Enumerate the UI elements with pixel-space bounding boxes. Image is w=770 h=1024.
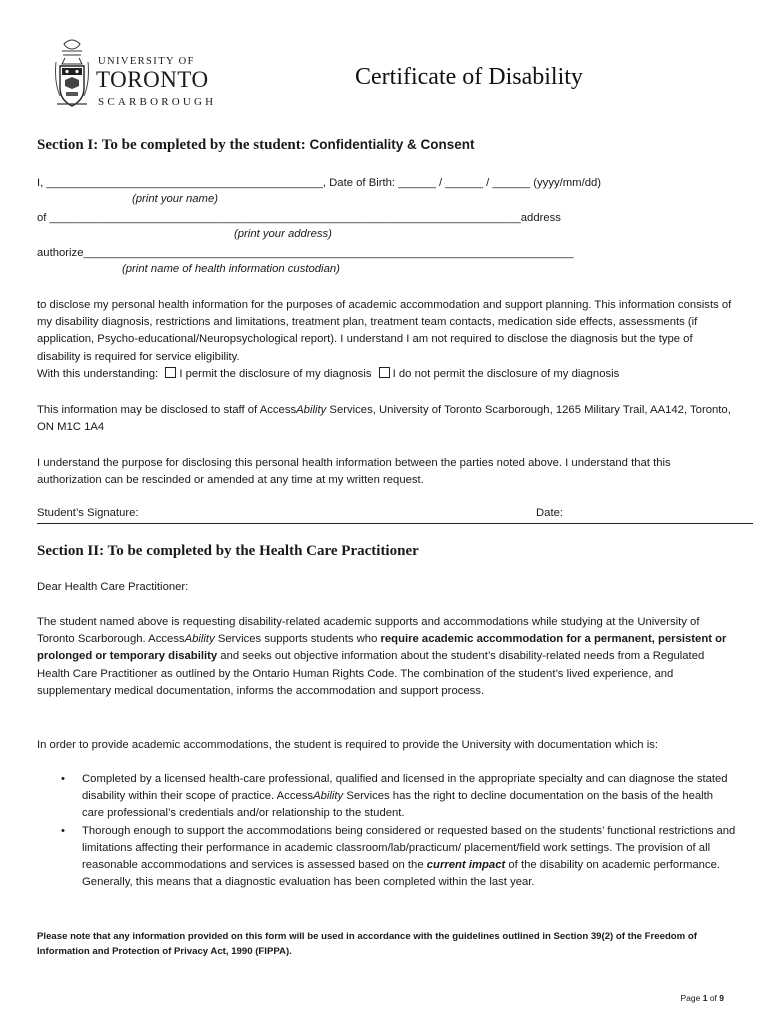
understanding-label: With this understanding: [37,367,159,380]
staff-text-b: Services, University of Toronto Scarborough, 1265 Military Trail, AA142, Toronto, ON M1C 1A4 [37,404,731,434]
bullet-1-ability: Ability [313,790,344,803]
requirements-paragraph [37,614,732,700]
documentation-intro [37,737,732,754]
logo-line-university: UNIVERSITY OF [98,56,195,67]
authorize-line[interactable]: authorize______________________________________________________________________________ [37,247,574,259]
documentation-intro-text: In order to provide academic accommodations, the student is required to provide the University with documentation which is: [37,739,659,751]
name-dob-line[interactable]: I, ____________________________________________, Date of Birth: ______ / ______ / ______ (yyyy/mm/dd) [37,177,602,189]
university-logo [50,38,230,112]
purpose-text: I understand the purpose for disclosing this personal health information between the parties noted above. I understand that this authorization can be rescinded or amended at any time at my written request. [37,457,671,487]
staff-text-a: This information may be disclosed to staff of Access [37,404,297,416]
salutation [37,579,732,596]
page-of: of [707,993,720,1003]
list-item [37,771,737,823]
not-permit-checkbox[interactable] [379,367,390,378]
bullet-1-text-a: Completed by a licensed health-care professional, qualified and licensed in the appropriate specialty and can diagnose the stated disability within their scope of practice. Access [82,773,728,803]
crest-icon [54,38,90,112]
consent-options [37,366,732,383]
document-title: Certificate of Disability [355,64,583,90]
section-1-heading-sub: Confidentiality & Consent [309,137,475,152]
not-permit-label: I do not permit the disclosure of my diagnosis [392,367,620,380]
list-item [37,823,737,892]
page-word: Page [680,993,703,1003]
bullet-icon: • [61,824,65,837]
section-1-heading-main: Section I: To be completed by the student: [37,137,310,153]
req-text-c: and seeks out objective information about the student’s disability-related needs from a Regulated Health Care Practitioner as outlined by the Ontario Human Rights Code. The combination of the student’s lived experience, and supplementary medical documentation, informs the accommodation and support process. [37,650,705,697]
req-text-ability: Ability [184,633,215,646]
req-text-b: Services supports students who [214,633,381,646]
bullet-1-text-b: Services has the right to decline documentation on the basis of the health care professional’s credentials and/or relationship to the student. [82,790,714,820]
hint-print-name: (print your name) [132,193,219,205]
page-current: 1 [702,993,708,1003]
req-text-bold: require academic accommodation for a permanent, persistent or prolonged or temporary disability [37,633,727,663]
bullet-icon: • [61,773,65,785]
bullet-2-text-b: of the disability on academic performance. Generally, this means that a diagnostic evaluation has been completed within the last year. [82,859,721,889]
salutation-text: Dear Health Care Practitioner: [37,581,189,593]
hint-print-address: (print your address) [234,228,332,240]
staff-text-ability: Ability [296,404,327,416]
disclosure-text: to disclose my personal health information for the purposes of academic accommodation and support planning. This information consists of my disability diagnosis, restrictions and limitations, treatment plan, treatment team contacts, medication side effects, assessments (if application, Psycho-educational/Neuropsychological report). I understand I am not required to disclose the diagnosis but the type of disability is required for service eligibility. [37,299,732,363]
hint-custodian-name: (print name of health information custodian) [122,263,340,275]
bullet-2-current-impact: current impact [426,859,506,872]
logo-line-scarborough: SCARBOROUGH [98,96,217,108]
purpose-paragraph [37,455,732,489]
signature-label: Student’s Signature: [37,507,139,519]
permit-checkbox[interactable] [165,367,176,378]
disclosure-paragraph [37,297,732,383]
page-total: 9 [719,993,724,1003]
page-number [681,993,725,1003]
section-2-heading: Section II: To be completed by the Health Care Practitioner [37,543,419,559]
staff-disclosure-paragraph [37,402,732,436]
signature-row[interactable] [37,507,753,524]
section-1-heading [37,137,475,154]
documentation-criteria-list [37,771,737,891]
req-text-a: The student named above is requesting disability-related academic supports and accommodations while studying at the University of Toronto Scarborough. Access [37,616,700,646]
date-label: Date: [536,507,564,519]
logo-line-toronto: TORONTO [96,67,209,92]
bullet-2-text-a: Thorough enough to support the accommodations being considered or requested based on the students’ functional restrictions and limitations affecting their performance in academic classroom/lab/practicum/ placement/field work settings. The provision of all reasonable accommodations and services is assessed based on the [82,824,736,872]
permit-label: I permit the disclosure of my diagnosis [179,367,372,380]
address-line[interactable]: of ___________________________________________________________________________address [37,212,561,224]
fippa-notice: Please note that any information provided on this form will be used in accordance with the guidelines outlined in Section 39(2) of the Freedom of Information and Protection of Privacy Act, 1990 (FIPPA). [37,931,697,957]
